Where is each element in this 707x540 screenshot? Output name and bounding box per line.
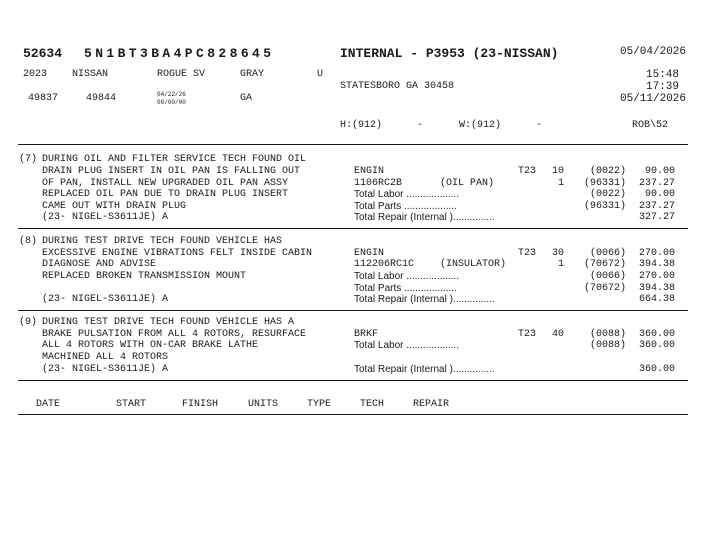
charge-amount: 360.00 xyxy=(638,340,675,351)
mileage-in: 49837 xyxy=(28,93,59,104)
location: STATESBORO GA 30458 xyxy=(340,81,455,92)
charge-code: (0066) xyxy=(589,271,626,282)
job-desc-line: (23- NIGEL-S3611JE) A xyxy=(42,364,169,375)
date-bottom: 05/11/2026 xyxy=(620,93,687,105)
job-desc-line: BRAKE PULSATION FROM ALL 4 ROTORS, RESURFACE xyxy=(42,329,307,340)
charge-code: (70672) xyxy=(583,283,626,294)
charge-amount: 394.38 xyxy=(638,259,675,270)
charge-amount: 90.00 xyxy=(644,189,675,200)
divider-job xyxy=(18,310,688,311)
ro-number: 52634 xyxy=(23,46,63,61)
small-date-2: 00/00/00 xyxy=(157,99,186,106)
date-top: 05/04/2026 xyxy=(620,46,687,58)
charge-tech: T23 xyxy=(518,248,537,259)
charge-code: (0022) xyxy=(589,166,626,177)
footer-col-repair: REPAIR xyxy=(413,399,450,410)
vehicle-color: GRAY xyxy=(240,69,265,80)
advisor: ROB\52 xyxy=(632,120,669,131)
charge-tech: T23 xyxy=(518,329,537,340)
charge-amount: 237.27 xyxy=(638,201,675,212)
footer-col-finish: FINISH xyxy=(182,399,219,410)
time-2: 17:39 xyxy=(646,81,680,93)
state: GA xyxy=(240,93,253,104)
job-desc-line: (23- NIGEL-S3611JE) A xyxy=(42,212,169,223)
job-desc-line: DURING TEST DRIVE TECH FOUND VEHICLE HAS A xyxy=(42,317,295,328)
pay-type: INTERNAL - P3953 (23-NISSAN) xyxy=(340,46,559,61)
charge-part-name: (INSULATOR) xyxy=(440,259,507,270)
job-desc-line: ALL 4 ROTORS WITH ON-CAR BRAKE LATHE xyxy=(42,340,259,351)
job-desc-line: DIAGNOSE AND ADVISE xyxy=(42,259,157,270)
vin: 5N1BT3BA4PC828645 xyxy=(84,46,275,61)
job-desc-line: REPLACED BROKEN TRANSMISSION MOUNT xyxy=(42,271,247,282)
charge-qty: 1 xyxy=(557,259,564,270)
job-number: (8) xyxy=(19,236,38,247)
total-repair-label: Total Repair (Internal )............... xyxy=(354,294,495,305)
total-repair-label: Total Repair (Internal )............... xyxy=(354,364,495,375)
charge-amount: 90.00 xyxy=(644,166,675,177)
footer-col-tech: TECH xyxy=(360,399,385,410)
charge-amount: 360.00 xyxy=(638,364,675,375)
total-labor-label: Total Labor ................... xyxy=(354,189,460,200)
small-date-1: 04/22/26 xyxy=(157,91,186,98)
job-desc-line: REPLACED OIL PAN DUE TO DRAIN PLUG INSERT xyxy=(42,189,289,200)
vehicle-code: U xyxy=(317,69,324,80)
divider-job xyxy=(18,380,688,381)
mileage-out: 49844 xyxy=(86,93,117,104)
charge-code: (0022) xyxy=(589,189,626,200)
job-desc-line: OF PAN, INSTALL NEW UPGRADED OIL PAN ASSY xyxy=(42,178,289,189)
charge-amount: 237.27 xyxy=(638,178,675,189)
charge-amount: 394.38 xyxy=(638,283,675,294)
job-desc-line: DRAIN PLUG INSERT IN OIL PAN IS FALLING OUT xyxy=(42,166,301,177)
charge-amount: 360.00 xyxy=(638,329,675,340)
total-repair-label: Total Repair (Internal )............... xyxy=(354,212,495,223)
footer-col-type: TYPE xyxy=(307,399,332,410)
charge-code: (70672) xyxy=(583,259,626,270)
job-desc-line: DURING TEST DRIVE TECH FOUND VEHICLE HAS xyxy=(42,236,283,247)
divider-job xyxy=(18,228,688,229)
charge-code: (0066) xyxy=(589,248,626,259)
total-parts-label: Total Parts ................... xyxy=(354,283,457,294)
vehicle-model: ROGUE SV xyxy=(157,69,206,80)
charge-code: (0088) xyxy=(589,340,626,351)
charge-label: ENGIN xyxy=(354,166,385,177)
job-desc-line: (23- NIGEL-S3611JE) A xyxy=(42,294,169,305)
home-phone-dash: - xyxy=(417,120,424,131)
time-1: 15:48 xyxy=(646,69,680,81)
total-labor-label: Total Labor ................... xyxy=(354,340,460,351)
charge-label: 1106RC2B xyxy=(354,178,403,189)
divider-footer xyxy=(18,414,688,415)
total-labor-label: Total Labor ................... xyxy=(354,271,460,282)
job-desc-line: DURING OIL AND FILTER SERVICE TECH FOUND OIL xyxy=(42,154,307,165)
charge-amount: 270.00 xyxy=(638,271,675,282)
job-number: (7) xyxy=(19,154,38,165)
job-desc-line: CAME OUT WITH DRAIN PLUG xyxy=(42,201,187,212)
charge-qty: 1 xyxy=(557,178,564,189)
charge-tech: T23 xyxy=(518,166,537,177)
vehicle-year: 2023 xyxy=(23,69,48,80)
footer-col-date: DATE xyxy=(36,399,61,410)
job-number: (9) xyxy=(19,317,38,328)
vehicle-make: NISSAN xyxy=(72,69,109,80)
charge-part-name: (OIL PAN) xyxy=(440,178,495,189)
charge-code: (96331) xyxy=(583,178,626,189)
divider-top xyxy=(18,144,688,145)
charge-label: 112206RC1C xyxy=(354,259,415,270)
charge-code: (96331) xyxy=(583,201,626,212)
charge-qty: 10 xyxy=(551,166,564,177)
charge-qty: 30 xyxy=(551,248,564,259)
work-phone-dash: - xyxy=(536,120,543,131)
charge-qty: 40 xyxy=(551,329,564,340)
charge-amount: 664.38 xyxy=(638,294,675,305)
charge-amount: 270.00 xyxy=(638,248,675,259)
home-phone: H:(912) xyxy=(340,120,383,131)
charge-label: ENGIN xyxy=(354,248,385,259)
charge-label: BRKF xyxy=(354,329,379,340)
charge-amount: 327.27 xyxy=(638,212,675,223)
work-phone: W:(912) xyxy=(459,120,502,131)
total-parts-label: Total Parts ................... xyxy=(354,201,457,212)
charge-code: (0088) xyxy=(589,329,626,340)
footer-col-start: START xyxy=(116,399,147,410)
footer-col-units: UNITS xyxy=(248,399,279,410)
job-desc-line: EXCESSIVE ENGINE VIBRATIONS FELT INSIDE CABIN xyxy=(42,248,313,259)
job-desc-line: MACHINED ALL 4 ROTORS xyxy=(42,352,169,363)
